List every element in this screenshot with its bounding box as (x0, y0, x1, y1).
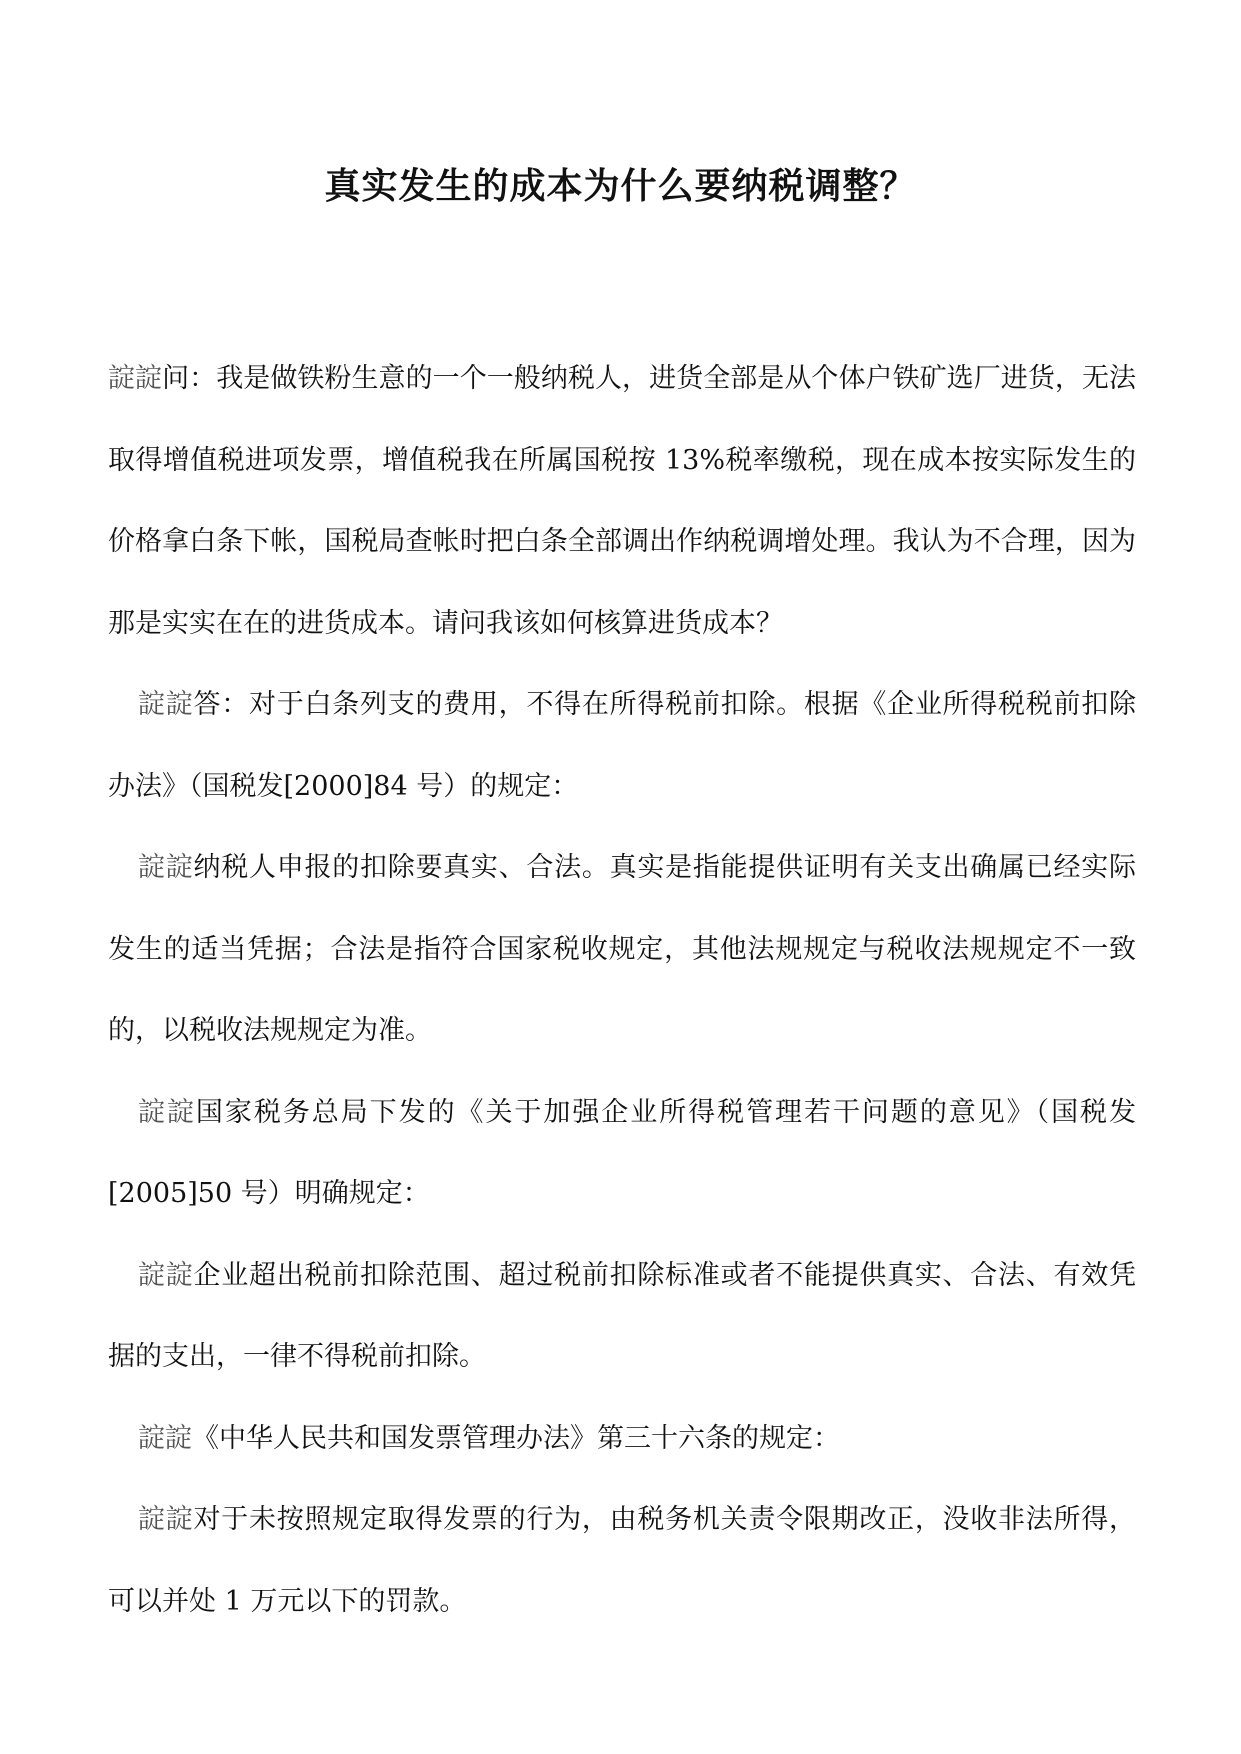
paragraph-text: 纳税人申报的扣除要真实、合法。真实是指能提供证明有关支出确属已经实际发生的适当凭据；合法是指符合国家税收规定，其他法规规定与税收法规规定不一致的，以税收法规规定为准。 (108, 852, 1137, 1046)
paragraph-marker: 諚諚 (138, 1096, 196, 1128)
paragraph-answer (108, 664, 1136, 827)
paragraph-marker: 諚諚 (138, 852, 194, 883)
paragraph-marker: 諚諚 (138, 689, 194, 720)
paragraph-deduction-rule (108, 827, 1136, 1072)
document-body (108, 338, 1136, 1642)
paragraph-text: 国家税务总局下发的《关于加强企业所得税管理若干问题的意见》（国税发[2005]50 号）明确规定： (108, 1096, 1137, 1209)
paragraph-marker: 諚諚 (138, 1422, 192, 1454)
paragraph-invoice-law (108, 1398, 1136, 1480)
paragraph-question (108, 338, 1136, 664)
paragraph-text: 问：我是做铁粉生意的一个一般纳税人，进货全部是从个体户铁矿选厂进货，无法取得增值税进项发票，增值税我在所属国税按 13%税率缴税，现在成本按实际发生的价格拿白条下帐，国税局查帐时把白条全部调出作纳税调增处理。我认为不合理，因为那是实实在在的进货成本。请问我该如何核算进货成本？ (108, 363, 1136, 639)
paragraph-text: 对于未按照规定取得发票的行为，由税务机关责令限期改正，没收非法所得，可以并处 1 万元以下的罚款。 (108, 1504, 1137, 1617)
paragraph-text: 《中华人民共和国发票管理办法》第三十六条的规定： (192, 1422, 840, 1454)
paragraph-marker: 諚諚 (108, 363, 163, 394)
paragraph-penalty (108, 1479, 1136, 1642)
paragraph-sat-opinion (108, 1072, 1136, 1235)
paragraph-text: 答：对于白条列支的费用，不得在所得税前扣除。根据《企业所得税税前扣除办法》（国税发[2000]84 号）的规定： (108, 689, 1137, 802)
paragraph-no-deduction (108, 1235, 1136, 1398)
paragraph-text: 企业超出税前扣除范围、超过税前扣除标准或者不能提供真实、合法、有效凭据的支出，一律不得税前扣除。 (108, 1259, 1137, 1372)
paragraph-marker: 諚諚 (138, 1259, 194, 1291)
paragraph-marker: 諚諚 (138, 1504, 194, 1535)
document-title: 真实发生的成本为什么要纳税调整？ (324, 165, 917, 207)
